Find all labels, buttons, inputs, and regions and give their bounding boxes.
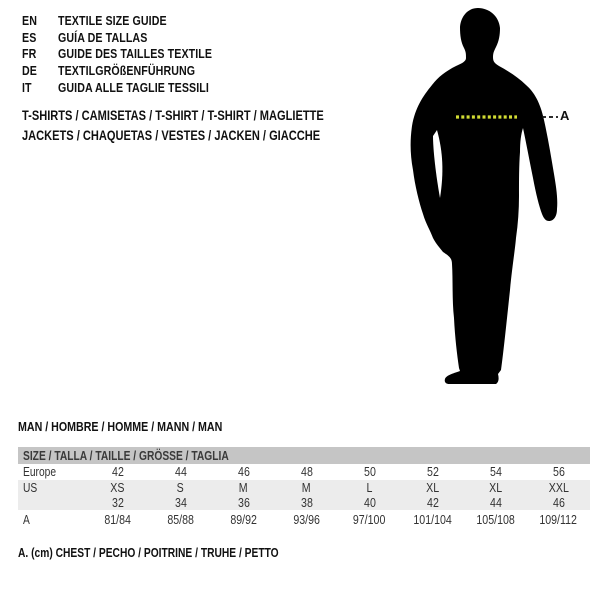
row-label: A — [23, 512, 30, 527]
footnote-chest-measure: A. (cm) CHEST / PECHO / POITRINE / TRUHE / PETTO — [18, 546, 279, 560]
cell: 48 — [300, 465, 313, 479]
man-silhouette — [405, 0, 585, 400]
language-code: FR — [22, 46, 37, 62]
cell: L — [366, 480, 373, 495]
cell: 93/96 — [293, 512, 320, 527]
cell: 34 — [174, 495, 187, 510]
man-silhouette-shape — [411, 8, 558, 384]
language-row-it — [22, 80, 246, 97]
cell: M — [239, 480, 248, 495]
language-label: GUÍA DE TALLAS — [58, 29, 148, 45]
cell: S — [176, 480, 185, 495]
cell: 101/104 — [413, 512, 452, 527]
cell: XL — [425, 480, 439, 495]
language-list — [22, 13, 246, 96]
language-label: GUIDA ALLE TAGLIE TESSILI — [58, 79, 209, 95]
cell: 56 — [552, 465, 565, 479]
measure-label-a: A — [560, 108, 570, 123]
cell: 109/112 — [539, 512, 578, 527]
cell: 32 — [111, 495, 124, 510]
cell: 85/88 — [167, 512, 194, 527]
size-table-header: SIZE / TALLA / TAILLE / GRÖSSE / TAGLIA — [18, 447, 590, 464]
table-row-chest-a — [18, 510, 590, 529]
language-code: DE — [22, 63, 37, 79]
cell: 42 — [111, 465, 124, 479]
row-label — [18, 496, 86, 510]
language-code: IT — [22, 79, 32, 95]
language-row-fr — [22, 46, 246, 63]
cell: 38 — [300, 495, 313, 510]
cell: XXL — [548, 480, 569, 495]
size-table — [18, 447, 590, 529]
cell: 42 — [426, 495, 439, 510]
product-line-jackets: JACKETS / CHAQUETAS / VESTES / JACKEN / GIACCHE — [22, 128, 321, 143]
language-code: ES — [22, 29, 37, 45]
cell: 89/92 — [230, 512, 257, 527]
cell: XS — [110, 480, 125, 495]
table-row-europe — [18, 464, 590, 480]
cell: 97/100 — [353, 512, 386, 527]
cell: 44 — [174, 465, 187, 479]
cell: 44 — [489, 495, 502, 510]
cell: XL — [488, 480, 502, 495]
section-title: MAN / HOMBRE / HOMME / MANN / MAN — [18, 419, 223, 434]
cell: 105/108 — [476, 512, 515, 527]
language-label: TEXTILGRÖßENFÜHRUNG — [58, 63, 196, 79]
language-row-en — [22, 13, 246, 30]
cell: 50 — [363, 465, 376, 479]
cell: 40 — [363, 495, 376, 510]
row-label: Europe — [23, 465, 57, 479]
cell: 52 — [426, 465, 439, 479]
language-row-de — [22, 63, 246, 80]
table-row-us-numeric — [18, 495, 590, 510]
product-categories — [22, 108, 390, 148]
cell: 36 — [237, 495, 250, 510]
cell: 46 — [552, 495, 565, 510]
cell: 81/84 — [104, 512, 131, 527]
row-label: US — [23, 480, 38, 495]
cell: 54 — [489, 465, 502, 479]
language-row-es — [22, 30, 246, 47]
table-row-us — [18, 480, 590, 495]
cell: M — [302, 480, 311, 495]
language-code: EN — [22, 13, 37, 28]
product-line-tshirts: T-SHIRTS / CAMISETAS / T-SHIRT / T-SHIRT / MAGLIETTE — [22, 108, 324, 123]
language-label: GUIDE DES TAILLES TEXTILE — [58, 46, 213, 62]
language-label: TEXTILE SIZE GUIDE — [58, 13, 167, 28]
cell: 46 — [237, 465, 250, 479]
